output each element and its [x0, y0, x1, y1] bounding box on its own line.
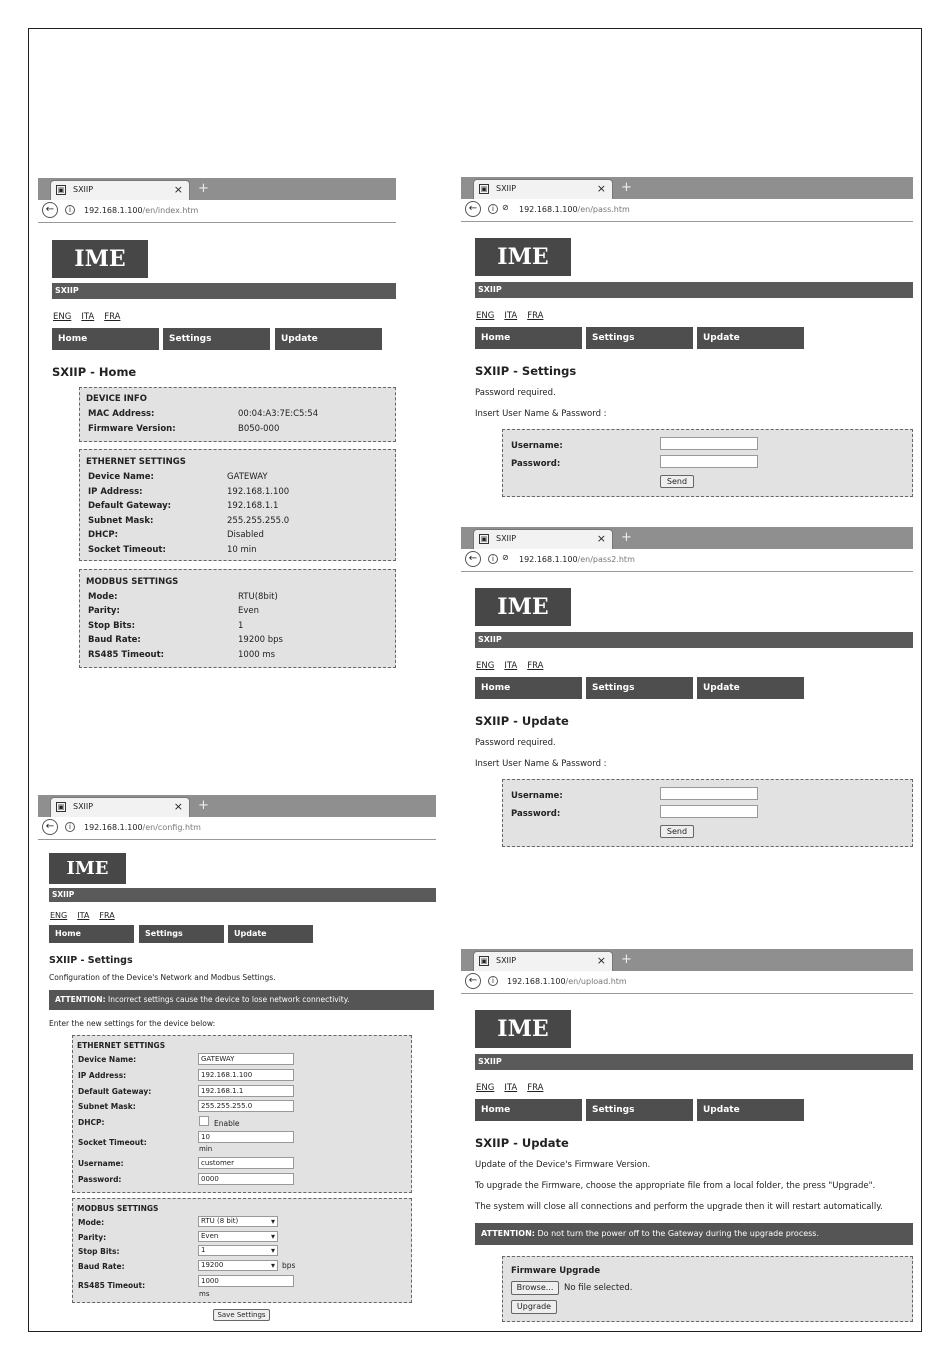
- parity-label: Parity:: [78, 1233, 107, 1242]
- attention-label: ATTENTION:: [481, 1229, 535, 1238]
- lang-eng-link[interactable]: ENG: [476, 661, 495, 671]
- section-heading: MODBUS SETTINGS: [86, 577, 179, 587]
- insert-credentials-text: Insert User Name & Password :: [475, 409, 607, 419]
- page-title: SXIIP - Settings: [475, 364, 577, 378]
- info-icon[interactable]: i: [488, 554, 498, 564]
- dhcp-enable-label: Enable: [214, 1119, 240, 1128]
- save-settings-button[interactable]: Save Settings: [213, 1309, 270, 1321]
- send-button[interactable]: Send: [660, 475, 694, 488]
- nav-settings[interactable]: Settings: [586, 677, 693, 699]
- address-bar[interactable]: [38, 200, 396, 223]
- password-label: Password:: [511, 459, 561, 469]
- close-tab-icon[interactable]: ×: [596, 954, 606, 967]
- nav-update[interactable]: Update: [697, 677, 804, 699]
- ip-label: IP Address:: [88, 487, 143, 497]
- nav-home[interactable]: Home: [475, 327, 582, 349]
- device-name-label: Device Name:: [78, 1055, 137, 1064]
- nav-home[interactable]: Home: [475, 677, 582, 699]
- lang-eng-link[interactable]: ENG: [53, 312, 72, 322]
- info-icon[interactable]: i: [65, 205, 75, 215]
- address-bar[interactable]: [461, 549, 913, 572]
- ime-logo: IME: [475, 1010, 571, 1048]
- tab-bar: [461, 177, 913, 199]
- parity-label: Parity:: [88, 606, 120, 616]
- lang-ita-link[interactable]: ITA: [81, 312, 95, 322]
- rs485-timeout-value: 1000 ms: [238, 650, 276, 660]
- browse-button[interactable]: Browse...: [511, 1281, 559, 1295]
- username-label: Username:: [511, 441, 563, 451]
- product-bar: SXIIP: [52, 283, 396, 299]
- back-arrow-icon[interactable]: ←: [42, 819, 58, 835]
- favicon-icon: ▣: [480, 185, 488, 193]
- product-bar: SXIIP: [475, 632, 913, 648]
- product-bar: SXIIP: [475, 282, 913, 298]
- tab-title: SXIIP: [73, 185, 94, 194]
- lang-eng-link[interactable]: ENG: [476, 311, 495, 321]
- stop-bits-select[interactable]: 1 ▾: [198, 1245, 278, 1256]
- browser-tab[interactable]: [473, 529, 613, 549]
- username-input[interactable]: [660, 787, 758, 800]
- url-text[interactable]: 192.168.1.100/en/pass.htm: [519, 205, 630, 214]
- password-input[interactable]: [660, 455, 758, 468]
- info-icon[interactable]: i: [488, 976, 498, 986]
- socket-timeout-label: Socket Timeout:: [78, 1138, 147, 1147]
- firmware-label: Firmware Version:: [88, 424, 176, 434]
- firmware-value: B050-000: [238, 424, 280, 434]
- language-links: [476, 661, 553, 671]
- page-title: SXIIP - Update: [475, 714, 569, 728]
- login-panel: [502, 429, 913, 497]
- device-name-value: GATEWAY: [227, 472, 268, 482]
- language-links: [50, 911, 125, 920]
- section-heading: DEVICE INFO: [86, 394, 147, 404]
- tab-title: SXIIP: [496, 184, 517, 193]
- favicon-icon: ▣: [480, 535, 488, 543]
- dhcp-value: Disabled: [227, 530, 264, 540]
- address-bar[interactable]: [461, 199, 913, 222]
- username-input[interactable]: [660, 437, 758, 450]
- enter-settings-text: Enter the new settings for the device below:: [49, 1019, 216, 1028]
- insecure-lock-icon: ⊘: [502, 203, 509, 212]
- screenshot-config: [38, 795, 436, 1325]
- language-links: [476, 311, 553, 321]
- nav-settings[interactable]: Settings: [139, 925, 224, 943]
- subnet-label: Subnet Mask:: [88, 516, 154, 526]
- back-arrow-icon[interactable]: ←: [465, 973, 481, 989]
- subnet-value: 255.255.255.0: [227, 516, 290, 526]
- nav-home[interactable]: Home: [52, 328, 159, 350]
- ethernet-settings-form: [72, 1035, 412, 1193]
- rs485-timeout-input[interactable]: 1000: [198, 1275, 294, 1287]
- gateway-input[interactable]: 192.168.1.1: [198, 1085, 294, 1097]
- info-icon[interactable]: i: [65, 822, 75, 832]
- password-required-text: Password required.: [475, 738, 556, 748]
- stop-bits-value: 1: [238, 621, 244, 631]
- screenshot-pass-settings: [461, 177, 913, 499]
- upgrade-button[interactable]: Upgrade: [511, 1300, 557, 1314]
- gateway-label: Default Gateway:: [78, 1087, 152, 1096]
- dhcp-checkbox[interactable]: [199, 1116, 209, 1126]
- device-info-panel: [79, 387, 396, 442]
- tab-bar: [38, 178, 396, 200]
- lang-fra-link[interactable]: FRA: [527, 661, 544, 671]
- nav-update[interactable]: Update: [228, 925, 313, 943]
- attention-text: Incorrect settings cause the device to lose network connectivity.: [105, 995, 350, 1004]
- parity-value: Even: [238, 606, 260, 616]
- url-text[interactable]: 192.168.1.100/en/index.htm: [84, 206, 199, 215]
- product-bar: SXIIP: [475, 1054, 913, 1070]
- screenshot-home: [38, 178, 396, 678]
- timeout-unit: min: [199, 1145, 213, 1153]
- firmware-upgrade-panel: [502, 1256, 913, 1322]
- lang-eng-link[interactable]: ENG: [50, 911, 68, 920]
- firmware-upgrade-heading: Firmware Upgrade: [511, 1266, 601, 1276]
- insert-credentials-text: Insert User Name & Password :: [475, 759, 607, 769]
- favicon-icon: ▣: [480, 957, 488, 965]
- socket-timeout-input[interactable]: 10: [198, 1131, 294, 1143]
- ethernet-panel: [79, 449, 396, 561]
- section-heading: ETHERNET SETTINGS: [77, 1041, 166, 1050]
- device-name-label: Device Name:: [88, 472, 154, 482]
- nav-settings[interactable]: Settings: [586, 327, 693, 349]
- mode-label: Mode:: [88, 592, 118, 602]
- back-arrow-icon[interactable]: ←: [465, 551, 481, 567]
- lang-fra-link[interactable]: FRA: [527, 1083, 544, 1093]
- screenshot-pass-update: [461, 527, 913, 849]
- language-links: [476, 1083, 553, 1093]
- dhcp-label: DHCP:: [78, 1118, 105, 1127]
- page-title: SXIIP - Update: [475, 1136, 569, 1150]
- username-label: Username:: [511, 791, 563, 801]
- page-title: SXIIP - Home: [52, 365, 137, 379]
- lang-ita-link[interactable]: ITA: [77, 911, 90, 920]
- subnet-label: Subnet Mask:: [78, 1102, 136, 1111]
- baud-rate-select[interactable]: 19200 ▾: [198, 1260, 278, 1271]
- password-label: Password:: [511, 809, 561, 819]
- lang-ita-link[interactable]: ITA: [504, 311, 518, 321]
- browser-tab[interactable]: [473, 179, 613, 199]
- tab-title: SXIIP: [496, 956, 517, 965]
- ime-logo: IME: [475, 238, 571, 276]
- new-tab-icon[interactable]: +: [621, 530, 632, 545]
- rs485-unit: ms: [199, 1290, 210, 1298]
- login-panel: [502, 779, 913, 847]
- password-input[interactable]: [660, 805, 758, 818]
- nav-update[interactable]: Update: [275, 328, 382, 350]
- mode-value: RTU(8bit): [238, 592, 278, 602]
- browser-tab[interactable]: [50, 180, 190, 200]
- nav-home[interactable]: Home: [475, 1099, 582, 1121]
- close-tab-icon[interactable]: ×: [596, 182, 606, 195]
- address-bar[interactable]: [38, 817, 436, 840]
- nav-update[interactable]: Update: [697, 327, 804, 349]
- nav-settings[interactable]: Settings: [163, 328, 270, 350]
- stop-bits-label: Stop Bits:: [78, 1247, 120, 1256]
- ime-logo: IME: [52, 240, 148, 278]
- baud-rate-unit: bps: [282, 1261, 296, 1270]
- rs485-timeout-label: RS485 Timeout:: [88, 650, 165, 660]
- mode-select[interactable]: RTU (8 bit) ▾: [198, 1216, 278, 1227]
- main-nav: [52, 328, 396, 350]
- address-bar[interactable]: [461, 971, 913, 994]
- favicon-icon: ▣: [57, 186, 65, 194]
- modbus-settings-form: [72, 1198, 412, 1303]
- back-arrow-icon[interactable]: ←: [42, 202, 58, 218]
- attention-text: Do not turn the power off to the Gateway during the upgrade process.: [534, 1229, 820, 1238]
- ime-logo: IME: [49, 853, 126, 884]
- rs485-timeout-label: RS485 Timeout:: [78, 1281, 146, 1290]
- attention-banner: [475, 1223, 913, 1245]
- section-heading: ETHERNET SETTINGS: [86, 457, 186, 467]
- page-title: SXIIP - Settings: [49, 955, 133, 966]
- password-label: Password:: [78, 1175, 122, 1184]
- url-text[interactable]: 192.168.1.100/en/upload.htm: [507, 977, 627, 986]
- gateway-value: 192.168.1.1: [227, 501, 279, 511]
- baud-rate-label: Baud Rate:: [88, 635, 141, 645]
- url-text[interactable]: 192.168.1.100/en/config.htm: [84, 823, 201, 832]
- tab-title: SXIIP: [73, 802, 94, 811]
- screenshot-upload: [461, 949, 913, 1324]
- subnet-input[interactable]: 255.255.255.0: [198, 1100, 294, 1112]
- close-tab-icon[interactable]: ×: [173, 183, 183, 196]
- language-links: [53, 312, 130, 322]
- dhcp-label: DHCP:: [88, 530, 119, 540]
- browser-tab[interactable]: [50, 797, 190, 817]
- config-subtitle: Configuration of the Device's Network and Modbus Settings.: [49, 973, 276, 982]
- modbus-panel: [79, 569, 396, 668]
- section-heading: MODBUS SETTINGS: [77, 1204, 159, 1213]
- new-tab-icon[interactable]: +: [198, 798, 209, 813]
- lang-fra-link[interactable]: FRA: [104, 312, 121, 322]
- ip-input[interactable]: 192.168.1.100: [198, 1069, 294, 1081]
- tab-bar: [461, 949, 913, 971]
- insecure-lock-icon: ⊘: [502, 553, 509, 562]
- ip-label: IP Address:: [78, 1071, 127, 1080]
- lang-fra-link[interactable]: FRA: [527, 311, 544, 321]
- gateway-label: Default Gateway:: [88, 501, 172, 511]
- info-icon[interactable]: i: [488, 204, 498, 214]
- mac-value: 00:04:A3:7E:C5:54: [238, 409, 319, 419]
- nav-home[interactable]: Home: [49, 925, 134, 943]
- lang-eng-link[interactable]: ENG: [476, 1083, 495, 1093]
- socket-timeout-label: Socket Timeout:: [88, 545, 166, 555]
- product-bar: SXIIP: [49, 888, 436, 902]
- send-button[interactable]: Send: [660, 825, 694, 838]
- update-description: Update of the Device's Firmware Version.: [475, 1160, 651, 1170]
- new-tab-icon[interactable]: +: [621, 952, 632, 967]
- url-text[interactable]: 192.168.1.100/en/pass2.htm: [519, 555, 635, 564]
- upgrade-instructions: To upgrade the Firmware, choose the appropriate file from a local folder, the press "Upgrade".: [475, 1181, 876, 1191]
- lang-ita-link[interactable]: ITA: [504, 1083, 518, 1093]
- baud-rate-value: 19200 bps: [238, 635, 283, 645]
- lang-ita-link[interactable]: ITA: [504, 661, 518, 671]
- username-label: Username:: [78, 1159, 124, 1168]
- tab-bar: [38, 795, 436, 817]
- back-arrow-icon[interactable]: ←: [465, 201, 481, 217]
- stop-bits-label: Stop Bits:: [88, 621, 135, 631]
- mac-label: MAC Address:: [88, 409, 155, 419]
- tab-title: SXIIP: [496, 534, 517, 543]
- baud-rate-label: Baud Rate:: [78, 1262, 125, 1271]
- mode-label: Mode:: [78, 1218, 105, 1227]
- new-tab-icon[interactable]: +: [621, 180, 632, 195]
- restart-note: The system will close all connections and perform the upgrade then it will restart automatically.: [475, 1202, 883, 1212]
- nav-settings[interactable]: Settings: [586, 1099, 693, 1121]
- attention-label: ATTENTION:: [55, 995, 106, 1004]
- new-tab-icon[interactable]: +: [198, 181, 209, 196]
- ip-value: 192.168.1.100: [227, 487, 290, 497]
- favicon-icon: ▣: [57, 803, 65, 811]
- close-tab-icon[interactable]: ×: [173, 800, 183, 813]
- parity-select[interactable]: Even ▾: [198, 1231, 278, 1242]
- attention-banner: [49, 990, 434, 1010]
- nav-update[interactable]: Update: [697, 1099, 804, 1121]
- browser-tab[interactable]: [473, 951, 613, 971]
- tab-bar: [461, 527, 913, 549]
- password-required-text: Password required.: [475, 388, 556, 398]
- password-input[interactable]: 0000: [198, 1173, 294, 1185]
- lang-fra-link[interactable]: FRA: [99, 911, 115, 920]
- no-file-selected-text: No file selected.: [564, 1283, 633, 1293]
- device-name-input[interactable]: GATEWAY: [198, 1053, 294, 1065]
- ime-logo: IME: [475, 588, 571, 626]
- username-input[interactable]: customer: [198, 1157, 294, 1169]
- socket-timeout-value: 10 min: [227, 545, 257, 555]
- close-tab-icon[interactable]: ×: [596, 532, 606, 545]
